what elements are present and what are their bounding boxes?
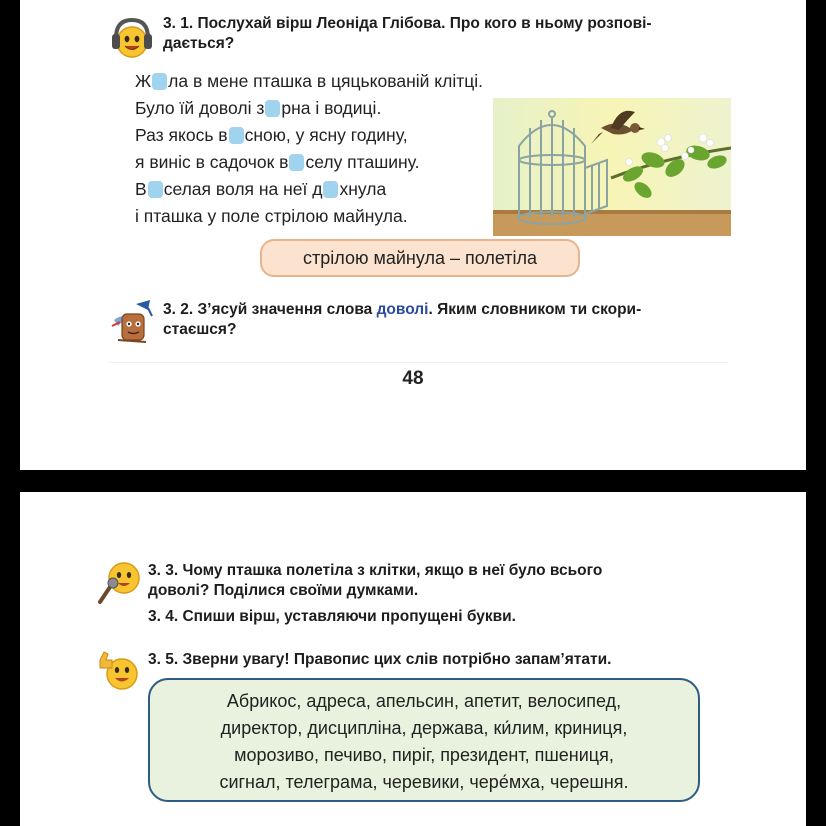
task-3-5-heading: 3. 5. Зверни увагу! Правопис цих слів потрібно запам’ятати. — [148, 651, 612, 668]
task-3-3-line-1: 3. 3. Чому пташка полетіла з клітки, якщо в неї було всього — [148, 562, 603, 579]
poem-line-3 — [135, 122, 483, 149]
missing-letter-blank — [152, 73, 167, 90]
poem-text: ла в мене пташка в цяцькованій клітці. — [168, 71, 484, 91]
vocabulary-line-3: морозиво, печиво, пиріг, президент, пшениця, — [234, 745, 614, 765]
task-3-2-text: . Яким словником ти скори- — [428, 301, 642, 318]
poem-text: селу пташину. — [305, 152, 420, 172]
poem-line-6 — [135, 203, 483, 230]
vocabulary-words-box — [148, 678, 700, 802]
book-mascot-icon — [108, 296, 160, 348]
poem-text: В — [135, 179, 147, 199]
poem — [135, 68, 483, 230]
poem-line-1 — [135, 68, 483, 95]
poem-text: Ж — [135, 71, 152, 91]
headphones-smiley-icon — [108, 14, 156, 62]
task-3-2-text: 3. 2. З’ясуй значення слова — [163, 301, 377, 318]
missing-letter-blank — [148, 181, 163, 198]
poem-line-2 — [135, 95, 483, 122]
task-3-1-heading — [163, 14, 652, 54]
task-3-1-line-2: дається? — [163, 35, 235, 52]
page-number: 48 — [402, 368, 424, 389]
task-3-4-heading: 3. 4. Спиши вірш, уставляючи пропущені букви. — [148, 608, 516, 625]
microphone-smiley-icon — [92, 558, 144, 610]
highlighted-word: доволі — [376, 301, 429, 318]
task-3-3-heading — [148, 561, 602, 601]
task-3-1-line-1: 3. 1. Послухай вірш Леоніда Глібова. Про кого в ньому розпові- — [163, 15, 652, 32]
poem-text: хнула — [339, 179, 387, 199]
missing-letter-blank — [229, 127, 244, 144]
poem-text: я виніс в садочок в — [135, 152, 289, 172]
phrase-explanation-box: стрілою майнула – полетіла — [260, 239, 580, 277]
task-3-3-line-2: доволі? Поділися своїми думками. — [148, 582, 419, 599]
poem-text: Раз якось в — [135, 125, 228, 145]
textbook-page-bottom — [20, 492, 806, 826]
bird-cage-illustration — [493, 98, 731, 236]
task-3-2-heading — [163, 300, 641, 340]
task-3-2-line-1 — [163, 300, 641, 320]
missing-letter-blank — [265, 100, 280, 117]
poem-text: Було їй доволі з — [135, 98, 265, 118]
vocabulary-line-2: директор, дисципліна, держава, ки́лим, криниця, — [220, 718, 628, 738]
vocabulary-line-1: Абрикос, адреса, апельсин, апетит, велосипед, — [226, 691, 622, 711]
thumbs-up-smiley-icon — [92, 648, 142, 698]
poem-text: рна і водиці. — [281, 98, 382, 118]
poem-text: селая воля на неї д — [163, 179, 323, 199]
poem-line-4 — [135, 149, 483, 176]
poem-text: сною, у ясну годину, — [244, 125, 408, 145]
poem-line-5 — [135, 176, 483, 203]
textbook-page-top — [20, 0, 806, 470]
page-footer-divider — [108, 362, 728, 363]
missing-letter-blank — [289, 154, 304, 171]
task-3-2-line-2: стаєшся? — [163, 321, 237, 338]
missing-letter-blank — [323, 181, 338, 198]
vocabulary-line-4: сигнал, телеграма, черевики, чере́мха, черешня. — [219, 772, 629, 792]
poem-text: і пташка у поле стрілою майнула. — [135, 206, 408, 226]
